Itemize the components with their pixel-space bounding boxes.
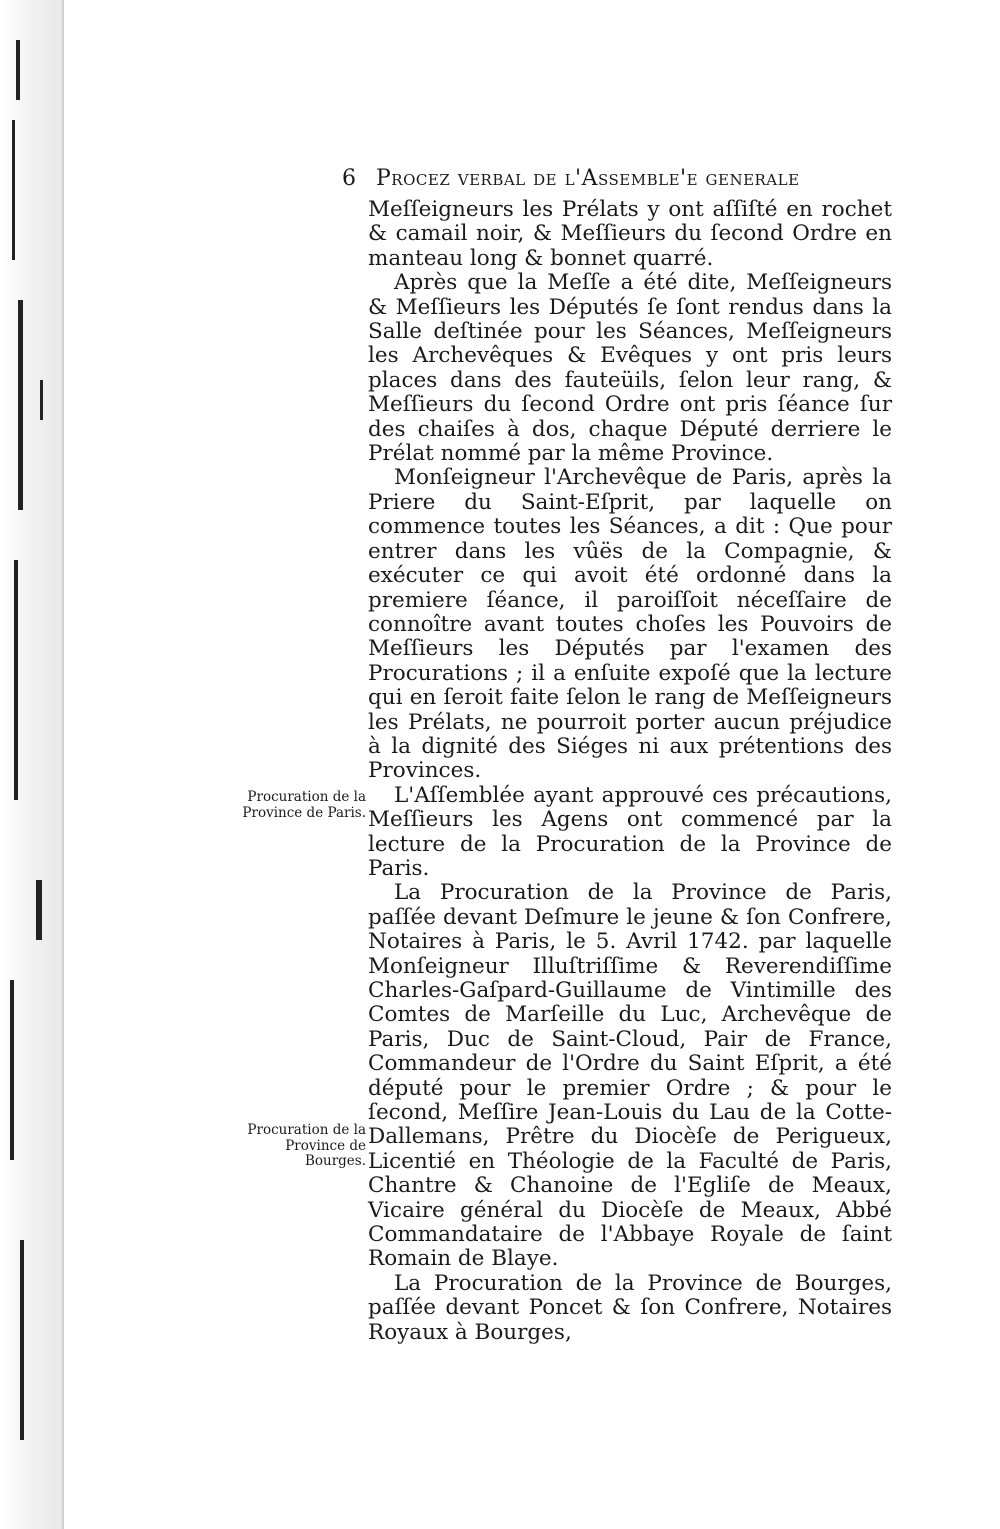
paragraph: La Procuration de la Province de Paris, paſſée devant Deſmure le jeune & ſon Confrere, Notaires à Paris, le 5. Avril 1742. par laquelle Monſeigneur Illuſtriſſime & Reverendiſſime Charles-Gaſpard-Guillaume de Vintimille des Comtes de Marſeille du Luc, Archevêque de Paris, Duc de Saint-Cloud, Pair de France, Commandeur de l'Ordre du Saint Eſprit, a été député pour le premier Ordre ; & pour le ſecond, Meſſire Jean-Louis du Lau de la Cotte-Dallemans, Prêtre du Diocèſe de Perigueux, Licentié en Théologie de la Faculté de Paris, Chantre & Chanoine de l'Egliſe de Meaux, Vicaire général du Diocèſe de Meaux, Abbé Commandataire de l'Abbaye Royale de ſaint Romain de Blaye.	[368, 880, 892, 1272]
binding-mark	[14, 560, 18, 800]
running-header	[342, 166, 872, 191]
binding-mark	[16, 40, 20, 100]
margin-note: Procuration de la Province de Paris.	[242, 789, 366, 821]
margin-note: Procuration de la Province de Bourges.	[247, 1122, 366, 1169]
main-text	[368, 198, 892, 1345]
binding-edge	[0, 0, 62, 1529]
paragraph: Meſſeigneurs les Prélats y ont aſſiſté en rochet & camail noir, & Meſſieurs du ſecond Ordre en manteau long & bonnet quarré.	[368, 197, 892, 271]
paragraph: Monſeigneur l'Archevêque de Paris, après la Priere du Saint-Eſprit, par laquelle on commence toutes les Séances, a dit : Que pour entrer dans les vûës de la Compagnie, & exécuter ce qui avoit été ordonné dans la premiere ſéance, il paroiſſoit néceſſaire de connoître avant toutes choſes les Pouvoirs de Meſſieurs les Députés par l'examen des Procurations ; il a enſuite expoſé que la lecture qui en ſeroit faite ſelon le rang de Meſſeigneurs les Prélats, ne pourroit porter aucun préjudice à la dignité des Siéges ni aux prétentions des Provinces.	[368, 465, 892, 784]
binding-mark	[10, 980, 14, 1160]
binding-mark	[18, 300, 23, 510]
gutter-line	[62, 0, 64, 1529]
binding-mark	[12, 120, 15, 260]
running-title: Procez verbal de l'Assemble'e generale	[376, 166, 800, 191]
paragraph: La Procuration de la Province de Bourges, paſſée devant Poncet & ſon Confrere, Notaires Royaux à Bourges,	[368, 1270, 892, 1345]
binding-mark	[40, 380, 43, 420]
binding-mark	[20, 1240, 24, 1440]
paragraph: Après que la Meſſe a été dite, Meſſeigneurs & Meſſieurs les Députés ſe ſont rendus dans la Salle deſtinée pour les Séances, Meſſeigneurs les Archevêques & Evêques y ont pris leurs places dans des fauteüils, ſelon leur rang, & Meſſieurs du ſecond Ordre ont pris ſéance ſur des chaiſes à dos, chaque Député derriere le Prélat nommé par la même Province.	[368, 270, 892, 467]
binding-mark	[36, 880, 42, 940]
page-number: 6	[342, 166, 357, 191]
paragraph: L'Aſſemblée ayant approuvé ces précautions, Meſſieurs les Agens ont commencé par la lecture de la Procuration de la Province de Paris.	[368, 782, 892, 881]
